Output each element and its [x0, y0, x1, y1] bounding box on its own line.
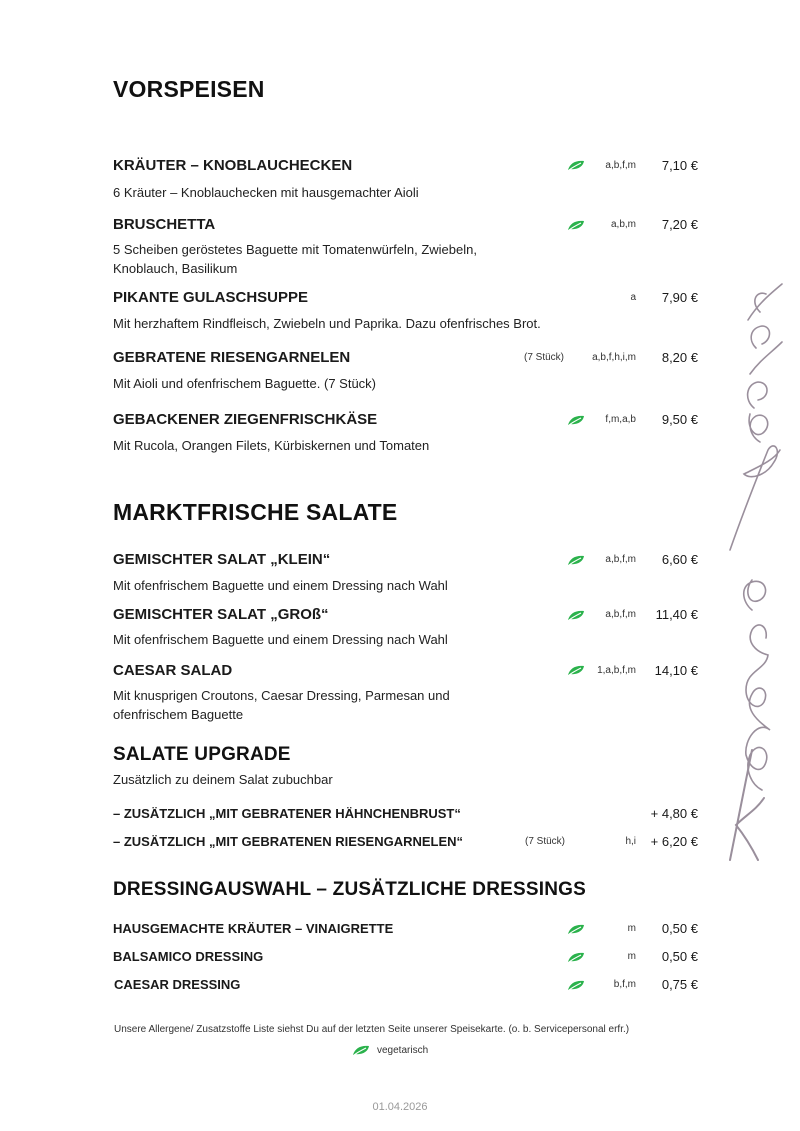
allergen-codes: 1,a,b,f,m: [597, 665, 636, 676]
item-name: GEMISCHTER SALAT „KLEIN“: [113, 551, 331, 568]
item-name: BRUSCHETTA: [113, 216, 216, 233]
section-title-vorspeisen: VORSPEISEN: [113, 76, 265, 102]
allergen-footnote: Unsere Allergene/ Zusatzstoffe Liste siehst Du auf der letzten Seite unserer Speisekarte. (o. b. Servicepersonal erfr.): [114, 1024, 630, 1035]
price: + 6,20 €: [650, 834, 698, 849]
price: + 4,80 €: [650, 806, 698, 821]
price: 6,60 €: [661, 552, 698, 567]
item-description: Mit ofenfrischem Baguette und einem Dressing nach Wahl: [113, 632, 448, 647]
allergen-codes: m: [627, 951, 636, 962]
item-name: – ZUSÄTZLICH „MIT GEBRATENER HÄHNCHENBRUST“: [113, 806, 461, 821]
item-name: CAESAR DRESSING: [114, 977, 241, 992]
brand-script-logo: [700, 250, 800, 890]
price: 14,10 €: [654, 663, 698, 678]
price: 0,50 €: [661, 921, 698, 936]
price: 9,50 €: [661, 412, 698, 427]
allergen-codes: a,b,f,m: [605, 554, 636, 565]
item-name: GEBRATENE RIESENGARNELEN: [113, 349, 351, 366]
item-description: 5 Scheiben geröstetes Baguette mit Tomatenwürfeln, Zwiebeln, Knoblauch, Basilikum: [113, 242, 477, 276]
allergen-codes: a,b,m: [610, 219, 636, 230]
item-description: Mit herzhaftem Rindfleisch, Zwiebeln und Paprika. Dazu ofenfrisches Brot.: [113, 316, 541, 331]
item-name: GEMISCHTER SALAT „GROß“: [113, 606, 329, 623]
portion-note: (7 Stück): [524, 352, 565, 363]
allergen-codes: b,f,m: [613, 979, 636, 990]
allergen-codes: a: [630, 292, 636, 303]
item-name: – ZUSÄTZLICH „MIT GEBRATENEN RIESENGARNELEN“: [113, 834, 464, 849]
item-description: Mit knusprigen Croutons, Caesar Dressing, Parmesan und ofenfrischem Baguette: [113, 688, 450, 722]
price: 8,20 €: [661, 350, 698, 365]
item-description: Mit Aioli und ofenfrischem Baguette. (7 Stück): [113, 376, 377, 391]
item-description: 6 Kräuter – Knoblauchecken mit hausgemachter Aioli: [113, 185, 419, 200]
item-name: PIKANTE GULASCHSUPPE: [113, 289, 309, 306]
allergen-codes: a,b,f,h,i,m: [592, 352, 636, 363]
item-name: KRÄUTER – KNOBLAUCHECKEN: [113, 157, 353, 174]
print-date: 01.04.2026: [372, 1101, 428, 1113]
item-name: HAUSGEMACHTE KRÄUTER – VINAIGRETTE: [113, 921, 394, 936]
item-description: Mit Rucola, Orangen Filets, Kürbiskernen und Tomaten: [113, 438, 430, 453]
section-title-salate: MARKTFRISCHE SALATE: [113, 499, 398, 525]
allergen-codes: a,b,f,m: [605, 609, 636, 620]
allergen-codes: f,m,a,b: [605, 414, 636, 425]
price: 0,75 €: [661, 977, 698, 992]
price: 0,50 €: [661, 949, 698, 964]
price: 7,20 €: [661, 217, 698, 232]
allergen-codes: m: [627, 923, 636, 934]
price: 7,90 €: [661, 290, 698, 305]
item-name: CAESAR SALAD: [113, 662, 233, 679]
item-name: BALSAMICO DRESSING: [113, 949, 264, 964]
section-subtitle: Zusätzlich zu deinem Salat zubuchbar: [113, 772, 333, 787]
allergen-codes: h,i: [625, 836, 636, 847]
legend-label: vegetarisch: [377, 1045, 429, 1056]
section-title-dressings: DRESSINGAUSWAHL – ZUSÄTZLICHE DRESSINGS: [113, 879, 586, 900]
portion-note: (7 Stück): [525, 836, 566, 847]
item-name: GEBACKENER ZIEGENFRISCHKÄSE: [113, 411, 378, 428]
allergen-codes: a,b,f,m: [605, 160, 636, 171]
price: 7,10 €: [661, 158, 698, 173]
price: 11,40 €: [655, 607, 698, 622]
item-description: Mit ofenfrischem Baguette und einem Dressing nach Wahl: [113, 578, 448, 593]
leaf-icon: [352, 1045, 370, 1056]
section-title-upgrade: SALATE UPGRADE: [113, 744, 291, 765]
